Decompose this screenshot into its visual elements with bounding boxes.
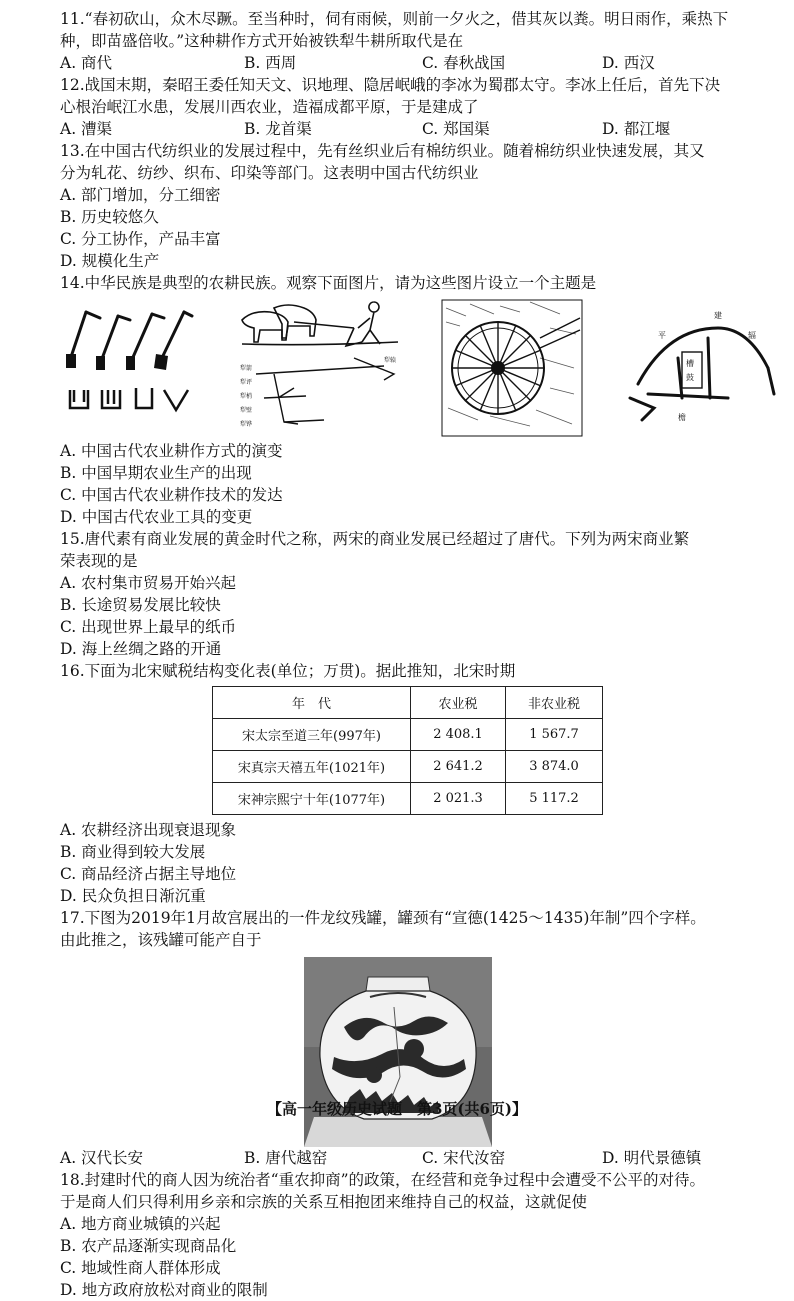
option-c: C. 分工协作，产品丰富 [60,230,221,248]
option-a: A. 农耕经济出现衰退现象 [60,821,237,839]
plow-label: 檐 [678,413,686,422]
water-wheel-image [440,298,584,438]
options [60,52,778,74]
table-header: 农业税 [411,687,506,719]
options [60,1147,778,1169]
option-b: B. 唐代越窑 [244,1149,328,1167]
table-row [213,751,603,783]
question-stem-line: 于是商人们只得利用乡亲和宗族的关系互相抱团来维持自己的权益，这就促使 [60,1193,588,1211]
options [60,440,778,528]
option-d: D. 民众负担日渐沉重 [60,887,206,905]
question-stem-line: 心根治岷江水患，发展川西农业，造福成都平原，于是建成了 [60,98,479,116]
option-d: D. 西汉 [602,54,655,72]
option-b: B. 西周 [244,54,297,72]
question-14 [60,272,778,528]
plow-label: 槽 [686,359,694,368]
options [60,572,778,660]
table-cell: 5 117.2 [506,783,603,815]
option-c: C. 春秋战国 [422,54,506,72]
option-b: B. 商业得到较大发展 [60,843,206,861]
question-stem-line: 16.下面为北宋赋税结构变化表(单位；万贯)。据此推知，北宋时期 [60,662,516,680]
plow-label: 犁壁 [240,407,253,414]
option-a: A. 部门增加，分工细密 [60,186,221,204]
question-12 [60,74,778,140]
option-b: B. 龙首渠 [244,120,312,138]
question-17 [60,907,778,1169]
options [60,184,778,272]
farming-images [60,298,778,438]
plow-label: 辐 [748,331,756,340]
ox-plow-image [234,298,406,438]
options [60,819,778,907]
plow-label: 建 [714,311,722,320]
plow-label: 犁梢 [240,393,253,400]
table-cell: 2 408.1 [411,719,506,751]
table-cell: 宋神宗熙宁十年(1077年) [213,783,411,815]
question-stem-line: 14.中华民族是典型的农耕民族。观察下面图片，请为这些图片设立一个主题是 [60,274,597,292]
option-c: C. 商品经济占据主导地位 [60,865,237,883]
plow-label: 鼓 [686,373,694,382]
option-c: C. 宋代汝窑 [422,1149,506,1167]
option-d: D. 规模化生产 [60,252,160,270]
option-b: B. 中国早期农业生产的出现 [60,464,252,482]
table-row [213,719,603,751]
option-d: D. 明代景德镇 [602,1149,702,1167]
option-a: A. 地方商业城镇的兴起 [60,1215,221,1233]
question-16 [60,660,778,907]
table-cell: 宋太宗至道三年(997年) [213,719,411,751]
plow-label: 犁评 [240,379,253,386]
table-cell: 1 567.7 [506,719,603,751]
table-cell: 2 021.3 [411,783,506,815]
question-stem-line: 15.唐代素有商业发展的黄金时代之称，两宋的商业发展已经超过了唐代。下列为两宋商业繁 [60,530,690,548]
option-a: A. 漕渠 [60,120,113,138]
option-b: B. 历史较悠久 [60,208,159,226]
option-d: D. 都江堰 [602,120,671,138]
option-d: D. 海上丝绸之路的开通 [60,640,222,658]
question-11 [60,8,778,74]
options [60,118,778,140]
option-c: C. 郑国渠 [422,120,490,138]
table-header-row [213,687,603,719]
plow-label: 犁铧 [240,421,253,428]
option-c: C. 出现世界上最早的纸币 [60,618,237,636]
question-stem-line: 11.“春初砍山，众木尽蹶。至当种时，伺有雨候，则前一夕火之，借其灰以粪。明日雨作，乘热下 [60,10,729,28]
option-d: D. 地方政府放松对商业的限制 [60,1281,268,1299]
table-cell: 宋真宗天禧五年(1021年) [213,751,411,783]
option-a: A. 汉代长安 [60,1149,144,1167]
option-b: B. 长途贸易发展比较快 [60,596,221,614]
table-header: 非农业税 [506,687,603,719]
table-cell: 2 641.2 [411,751,506,783]
question-stem-line: 荣表现的是 [60,552,138,570]
table-cell: 3 874.0 [506,751,603,783]
option-a: A. 农村集市贸易开始兴起 [60,574,237,592]
option-c: C. 地域性商人群体形成 [60,1259,221,1277]
option-a: A. 商代 [60,54,113,72]
question-stem-line: 17.下图为2019年1月故宫展出的一件龙纹残罐，罐颈有“宣德(1425～1435)年制”四个字样。 [60,909,706,927]
question-15 [60,528,778,660]
ancient-hoes-image [60,298,200,438]
question-stem-line: 12.战国末期，秦昭王委任知天文、识地理、隐居岷峨的李冰为蜀郡太守。李冰上任后，首先下决 [60,76,721,94]
options [60,1213,778,1301]
option-a: A. 中国古代农业耕作方式的演变 [60,442,283,460]
plow-label: 平 [658,331,666,340]
curved-plow-image [618,298,778,438]
question-18 [60,1169,778,1301]
question-stem-line: 由此推之，该残罐可能产自于 [60,931,262,949]
page-footer: 【高一年级历史试题 第3页(共6页)】 [266,1100,528,1118]
plow-label: 犁辕 [384,357,397,364]
question-stem-line: 18.封建时代的商人因为统治者“重农抑商”的政策，在经营和竞争过程中会遭受不公平的对待。 [60,1171,706,1189]
table-header: 年 代 [213,687,411,719]
question-stem-line: 种，即苗盛倍收。”这种耕作方式开始被铁犁牛耕所取代是在 [60,32,464,50]
question-stem-line: 分为轧花、纺纱、织布、印染等部门。这表明中国古代纺织业 [60,164,479,182]
option-b: B. 农产品逐渐实现商品化 [60,1237,237,1255]
question-13 [60,140,778,272]
table-row [213,783,603,815]
plow-label: 犁箭 [240,365,253,372]
option-c: C. 中国古代农业耕作技术的发达 [60,486,283,504]
question-stem-line: 13.在中国古代纺织业的发展过程中，先有丝织业后有棉纺织业。随着棉纺织业快速发展，其又 [60,142,705,160]
tax-table [212,686,603,815]
option-d: D. 中国古代农业工具的变更 [60,508,253,526]
